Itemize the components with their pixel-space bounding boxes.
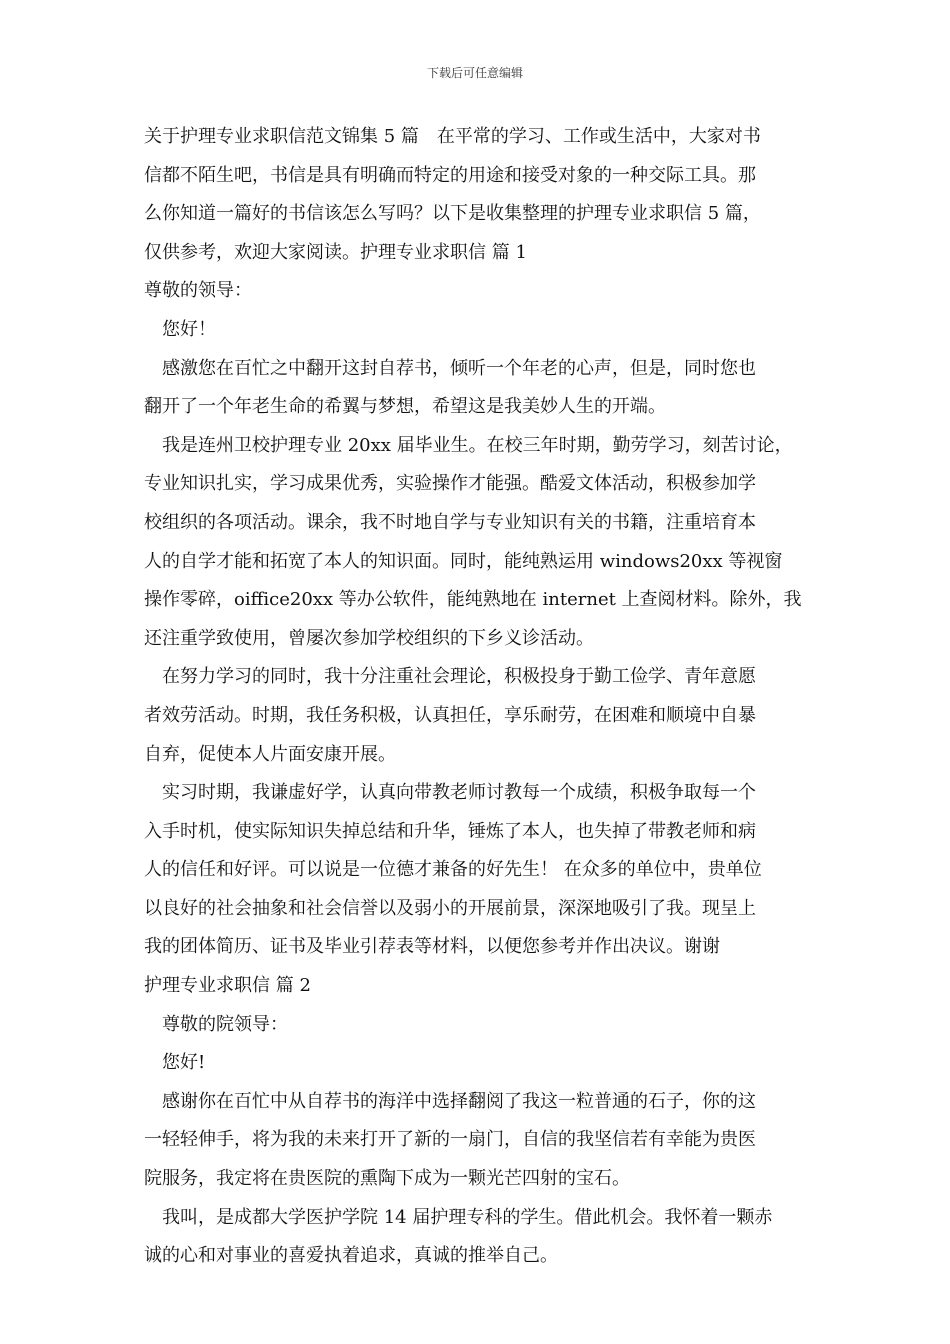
text-line: 我是连州卫校护理专业 20xx 届毕业生。在校三年时期，勤劳学习，刻苦讨论，	[162, 434, 793, 456]
text-line: 实习时期，我谦虚好学，认真向带教老师讨教每一个成绩，积极争取每一个	[162, 782, 756, 804]
text-line: 还注重学致使用，曾屡次参加学校组织的下乡义诊活动。	[144, 627, 594, 649]
text-line: 感激您在百忙之中翻开这封自荐书，倾听一个年老的心声，但是，同时您也	[162, 357, 756, 379]
document-body	[144, 118, 820, 1276]
text-line: 我的团体简历、证书及毕业引荐表等材料，以便您参考并作出决议。谢谢	[144, 936, 720, 958]
text-line: 人的自学才能和拓宽了本人的知识面。同时，能纯熟运用 windows20xx 等视窗	[144, 550, 783, 572]
text-line: 么你知道一篇好的书信该怎么写吗？以下是收集整理的护理专业求职信 5 篇，	[144, 203, 761, 225]
text-line: 校组织的各项活动。课余，我不时地自学与专业知识有关的书籍，注重培育本	[144, 511, 756, 533]
text-line: 人的信任和好评。可以说是一位德才兼备的好先生！ 在众多的单位中，贵单位	[144, 859, 762, 881]
text-line: 者效劳活动。时期，我任务积极，认真担任，享乐耐劳，在困难和顺境中自暴	[144, 704, 756, 726]
text-line: 尊敬的领导：	[144, 280, 252, 302]
text-line: 专业知识扎实，学习成果优秀，实验操作才能强。酷爱文体活动，积极参加学	[144, 473, 756, 495]
text-line: 自弃，促使本人片面安康开展。	[144, 743, 396, 765]
page-header-note: 下载后可任意编辑	[426, 66, 523, 80]
text-line: 操作零碎，oiffice20xx 等办公软件，能纯熟地在 internet 上查阅材料。除外，我	[144, 589, 802, 611]
text-line: 信都不陌生吧，书信是具有明确而特定的用途和接受对象的一种交际工具。那	[144, 164, 756, 186]
text-line: 诚的心和对事业的喜爱执着追求，真诚的推举自己。	[144, 1245, 558, 1267]
text-line: 护理专业求职信 篇 2	[144, 975, 311, 997]
text-line: 您好！	[162, 318, 216, 340]
text-line: 一轻轻伸手，将为我的未来打开了新的一扇门，自信的我坚信若有幸能为贵医	[144, 1129, 756, 1151]
text-line: 我叫，是成都大学医护学院 14 届护理专科的学生。借此机会。我怀着一颗赤	[162, 1206, 773, 1228]
text-line: 仅供参考，欢迎大家阅读。护理专业求职信 篇 1	[144, 241, 527, 263]
text-line: 入手时机，使实际知识失掉总结和升华，锤炼了本人，也失掉了带教老师和病	[144, 820, 756, 842]
text-line: 在努力学习的同时，我十分注重社会理论，积极投身于勤工俭学、青年意愿	[162, 666, 756, 688]
text-line: 感谢你在百忙中从自荐书的海洋中选择翻阅了我这一粒普通的石子，你的这	[162, 1090, 756, 1112]
text-line: 院服务，我定将在贵医院的熏陶下成为一颗光芒四射的宝石。	[144, 1168, 630, 1190]
text-line: 尊敬的院领导：	[162, 1013, 288, 1035]
text-line: 以良好的社会抽象和社会信誉以及弱小的开展前景，深深地吸引了我。现呈上	[144, 897, 756, 919]
text-line: 关于护理专业求职信范文锦集 5 篇 在平常的学习、工作或生活中，大家对书	[144, 126, 761, 147]
text-line: 翻开了一个年老生命的希翼与梦想，希望这是我美妙人生的开端。	[144, 396, 666, 418]
text-line: 您好!	[162, 1052, 206, 1074]
